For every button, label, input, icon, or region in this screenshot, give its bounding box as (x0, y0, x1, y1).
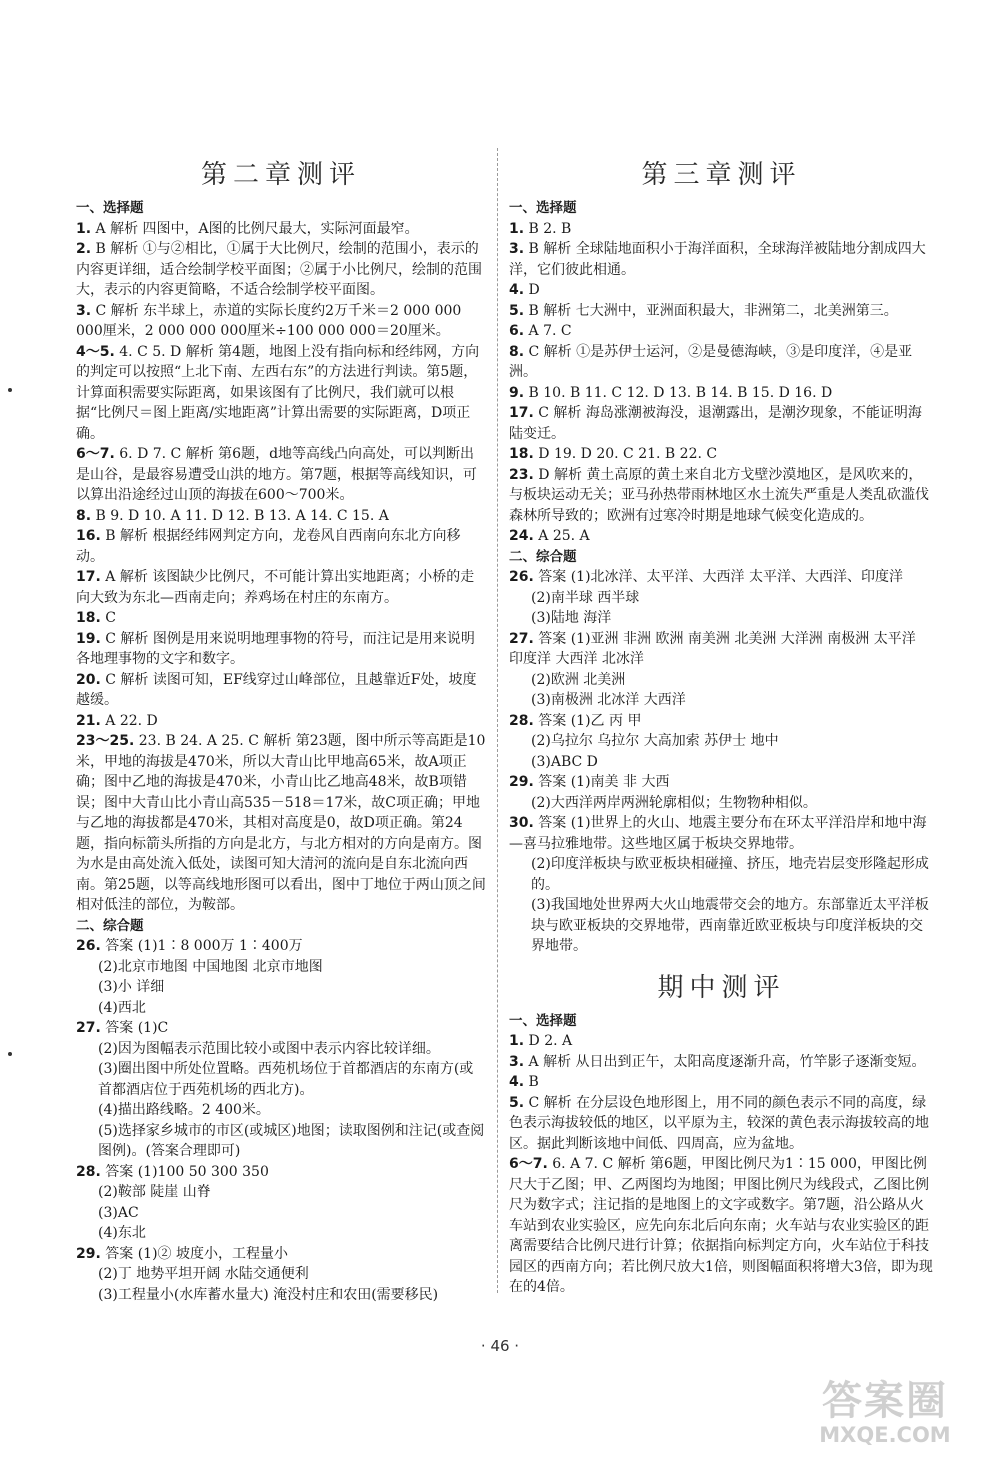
item-text: B 解析 七大洲中，亚洲面积最大，非洲第二，北美洲第三。 (528, 302, 898, 319)
answer-line (76, 998, 486, 1019)
item-text: (3)ABC D (531, 753, 598, 770)
item-text: (4)描出路线略。2 400米。 (98, 1102, 270, 1118)
item-text: (3)南极洲 北冰洋 大西洋 (531, 692, 686, 708)
section-heading: 一、选择题 (509, 200, 577, 216)
item-text: 答案 (1)南美 非 大西 (538, 774, 670, 790)
answer-item (76, 301, 486, 342)
item-text: 答案 (1)C (105, 1020, 169, 1036)
item-number: 6. (509, 323, 525, 339)
item-number: 8. (76, 507, 92, 524)
answer-list (509, 1031, 934, 1298)
item-text: (3)工程量小(水库蓄水量大) 淹没村庄和农田(需要移民) (98, 1286, 439, 1303)
item-text: 答案 (1)100 50 300 350 (105, 1163, 269, 1180)
answer-line (509, 813, 934, 854)
item-text: 答案 (1)② 坡度小，工程量小 (105, 1245, 288, 1262)
item-text: B (528, 1074, 539, 1090)
item-text: (2)丁 地势平坦开阔 水陆交通便利 (98, 1266, 309, 1282)
answer-line (509, 772, 934, 793)
answer-item (76, 239, 486, 301)
item-text: 23. B 24. A 25. C 解析 第23题，图中所示等高距是10米，甲地的海拔是470米，所以大青山比甲地高65米，故A项正确；图中乙地的海拔是470米，小青山比乙地高48米，故B项错误；图中大青山比小青山高535－518＝17米，故C项正确；甲地与乙地的海拔都是470米，其相对高度是0，故D项正确。第24题，指向标箭头所指的方向是北方，与北方相对的方向是南方。图为水是由高处流入低处，读图可知大清河的流向是自东北流向西南。第25题，以等高线地形图可以看出，图中丁地位于两山顶之间相对低洼的部位，为鞍部。 (76, 733, 486, 913)
item-number: 2. (76, 241, 92, 257)
item-number: 3. (509, 241, 525, 257)
answer-item (76, 342, 486, 445)
item-number: 23～25. (76, 733, 135, 749)
answer-line (76, 1121, 486, 1162)
answer-item (509, 465, 934, 527)
item-text: B 10. B 11. C 12. D 13. B 14. B 15. D 16. D (528, 384, 833, 401)
answer-item (509, 403, 934, 444)
item-number: 29. (509, 774, 534, 790)
item-text: A 解析 四图中，A图的比例尺最大，实际河面最窄。 (95, 220, 419, 237)
item-number: 5. (509, 302, 525, 319)
chapter-title: 第二章测评 (200, 160, 361, 190)
item-number: 16. (76, 528, 101, 544)
item-text: 答案 (1)亚洲 非洲 欧洲 南美洲 北美洲 大洋洲 南极洲 太平洋 印度洋 大西洋 北冰洋 (509, 630, 916, 667)
item-number: 4～5. (76, 343, 115, 360)
item-text: 4. C 5. D 解析 第4题，地图上没有指向标和经纬网，方向的判定可以按照“上北下南、左西右东”的方法进行判读。第5题，计算面积需要实际距离，如果该图有了比例尺，我们就可以根据“比例尺＝图上距离/实地距离”计算出需要的实际距离，D项正确。 (76, 343, 480, 442)
answer-line (509, 690, 934, 711)
item-number: 27. (509, 630, 534, 647)
binding-dot (8, 1052, 12, 1056)
item-number: 6～7. (509, 1156, 548, 1172)
item-number: 24. (509, 528, 534, 544)
item-number: 3. (76, 302, 92, 319)
answer-line (509, 567, 934, 588)
item-text: (2)鞍部 陡崖 山脊 (98, 1184, 211, 1200)
answer-item (76, 711, 486, 732)
item-text: (4)东北 (98, 1225, 146, 1241)
item-text: D 解析 黄土高原的黄土来自北方戈壁沙漠地区，是风吹来的，与板块运动无关；亚马孙热带雨林地区水土流失严重是人类乱砍滥伐森林所导致的；欧洲有过寒冷时期是地球气候变化造成的。 (509, 466, 929, 524)
item-number: 28. (76, 1163, 101, 1180)
item-text: (3)我国地处世界两大火山地震带交会的地方。东部靠近太平洋板块与欧亚板块的交界地带，西南靠近欧亚板块与印度洋板块的交界地带。 (531, 897, 929, 954)
answer-item (509, 239, 934, 280)
answer-item (509, 219, 934, 240)
answer-item (76, 629, 486, 670)
item-text: A 25. A (538, 528, 590, 544)
answer-line (76, 957, 486, 978)
binding-dot (8, 388, 12, 392)
item-text: 6. A 7. C 解析 第6题，甲图比例尺为1∶15 000，甲图比例尺大于乙图；甲、乙两图均为地图；甲图比例尺为线段式，乙图比例尺为数字式；注记指的是地图上的文字或数字。第7题，沿公路从火车站到农业实验区，应先向东北后向东南；火车站与农业实验区的距离需要结合比例尺进行计算；依据指向标判定方向，火车站位于科技园区的西南方向；若比例尺放大1倍，则图幅面积将增大3倍，即为现在的4倍。 (509, 1156, 933, 1295)
answer-line (76, 1182, 486, 1203)
item-number: 1. (76, 220, 92, 237)
answer-item (76, 526, 486, 567)
item-text: (2)欧洲 北美洲 (531, 671, 626, 688)
watermark-logo (800, 1379, 970, 1451)
item-text: (4)西北 (98, 999, 146, 1016)
answer-item (509, 444, 934, 465)
item-text: B 解析 ①与②相比，①属于大比例尺，绘制的范围小，表示的内容更详细，适合绘制学校平面图；②属于小比例尺，绘制的范围大，表示的内容更简略，不适合绘制学校平面图。 (76, 241, 482, 298)
answer-item (76, 219, 486, 240)
answer-line (76, 1018, 486, 1039)
item-number: 4. (509, 1074, 525, 1090)
answer-line (509, 793, 934, 814)
item-text: B 解析 全球陆地面积小于海洋面积，全球海洋被陆地分割成四大洋，它们彼此相通。 (509, 241, 926, 278)
answer-list (76, 936, 486, 1305)
section-heading: 一、选择题 (509, 1012, 577, 1029)
answer-line (509, 629, 934, 670)
answer-line (76, 1039, 486, 1060)
answer-line (76, 1162, 486, 1183)
item-number: 17. (76, 569, 101, 585)
answer-item (509, 1154, 934, 1298)
item-text: (2)北京市地图 中国地图 北京市地图 (98, 958, 323, 975)
item-text: C 解析 东半球上，赤道的实际长度约2万千米＝2 000 000 000厘米，2 000 000 000厘米÷100 000 000＝20厘米。 (76, 302, 462, 339)
item-number: 18. (509, 446, 534, 462)
answer-line (509, 895, 934, 957)
item-number: 26. (509, 569, 534, 585)
section-heading: 一、选择题 (76, 200, 144, 216)
answer-line (509, 752, 934, 773)
item-text: A 解析 从日出到正午，太阳高度逐渐升高，竹竿影子逐渐变短。 (528, 1053, 926, 1070)
item-number: 4. (509, 282, 525, 298)
item-number: 19. (76, 630, 101, 647)
item-text: A 22. D (105, 712, 158, 729)
item-text: (3)圈出图中所处位置略。西苑机场位于首都酒店的东南方(或首都酒店位于西苑机场的西北方)。 (98, 1061, 474, 1098)
right-column (509, 158, 934, 1298)
item-text: B 9. D 10. A 11. D 12. B 13. A 14. C 15. A (95, 507, 389, 524)
answer-item (509, 383, 934, 404)
item-number: 26. (76, 938, 101, 954)
answer-line (509, 588, 934, 609)
item-text: D (528, 282, 540, 298)
item-text: (3)AC (98, 1204, 139, 1221)
item-text: 答案 (1)乙 丙 甲 (538, 712, 642, 729)
item-text: 6. D 7. C 解析 第6题，d地等高线凸向高处，可以判断出是山谷，是最容易遭受山洪的地方。第7题，根据等高线知识，可以算出沿途经过山顶的海拔在600～700米。 (76, 446, 477, 503)
item-text: D 19. D 20. C 21. B 22. C (538, 446, 718, 462)
item-text: B 解析 根据经纬网判定方向，龙卷风自西南向东北方向移动。 (76, 528, 461, 565)
item-number: 23. (509, 466, 534, 483)
item-number: 21. (76, 712, 101, 729)
item-text: A 7. C (528, 323, 572, 339)
item-text: C 解析 在分层设色地形图上，用不同的颜色表示不同的高度，绿色表示海拔较低的地区，以平原为主，较深的黄色表示海拔较高的地区。据此判断该地中间低、四周高，应为盆地。 (509, 1094, 929, 1152)
answer-list (76, 219, 486, 916)
answer-line (76, 1203, 486, 1224)
item-text: C 解析 图例是用来说明地理事物的符号，而注记是用来说明各地理事物的文字和数字。 (76, 630, 475, 667)
answer-list (509, 567, 934, 957)
item-text: C (105, 610, 116, 626)
section-heading: 二、综合题 (509, 548, 577, 565)
item-text: (2)因为图幅表示范围比较小或图中表示内容比较详细。 (98, 1040, 440, 1057)
item-text: (3)小 详细 (98, 979, 165, 995)
answer-item (509, 301, 934, 322)
item-number: 3. (509, 1053, 525, 1070)
item-text: A 解析 该图缺少比例尺，不可能计算出实地距离；小桥的走向大致为东北—西南走向；养鸡场在村庄的东南方。 (76, 569, 475, 606)
answer-line (76, 977, 486, 998)
answer-line (76, 1100, 486, 1121)
item-number: 29. (76, 1245, 101, 1262)
answer-item (509, 1072, 934, 1093)
item-text: C 解析 海岛涨潮被海没，退潮露出，是潮汐现象，不能证明海陆变迁。 (509, 405, 922, 442)
answer-line (76, 1285, 486, 1306)
answer-item (509, 342, 934, 383)
answer-line (509, 854, 934, 895)
item-text: (3)陆地 海洋 (531, 610, 612, 626)
answer-item (509, 1052, 934, 1073)
left-column (76, 158, 486, 1305)
page-number: · 46 · (480, 1337, 520, 1355)
column-divider (497, 148, 498, 1293)
item-text: B 2. B (528, 220, 572, 237)
answer-line (76, 1264, 486, 1285)
answer-list (509, 219, 934, 547)
item-number: 27. (76, 1020, 101, 1036)
answer-line (76, 1059, 486, 1100)
chapter-title: 第三章测评 (641, 160, 802, 190)
answer-item (76, 444, 486, 506)
item-number: 1. (509, 220, 525, 237)
item-text: 答案 (1)北冰洋、太平洋、大西洋 太平洋、大西洋、印度洋 (538, 569, 903, 585)
item-text: (2)乌拉尔 乌拉尔 大高加索 苏伊士 地中 (531, 733, 779, 749)
answer-line (509, 731, 934, 752)
answer-item (76, 608, 486, 629)
answer-item (76, 506, 486, 527)
item-number: 6～7. (76, 446, 115, 462)
item-text: (2)大西洋两岸两洲轮廓相似；生物物种相似。 (531, 794, 817, 811)
answer-item (509, 321, 934, 342)
item-number: 9. (509, 384, 525, 401)
item-text: (2)印度洋板块与欧亚板块相碰撞、挤压，地壳岩层变形隆起形成的。 (531, 856, 929, 893)
item-number: 18. (76, 610, 101, 626)
item-text: D 2. A (528, 1033, 573, 1049)
answer-item (509, 1031, 934, 1052)
item-text: C 解析 ①是苏伊士运河，②是曼德海峡，③是印度洋，④是亚洲。 (509, 343, 913, 380)
item-text: C 解析 读图可知，EF线穿过山峰部位，且越靠近F处，坡度越缓。 (76, 671, 477, 708)
item-text: 答案 (1)世界上的火山、地震主要分布在环太平洋沿岸和地中海—喜马拉雅地带。这些地区属于板块交界地带。 (509, 815, 927, 852)
midterm-title: 期中测评 (657, 972, 786, 1003)
item-number: 30. (509, 815, 534, 831)
answer-line (76, 1244, 486, 1265)
item-text: (5)选择家乡城市的市区(或城区)地图；读取图例和注记(或查阅图例)。(答案合理即可) (98, 1122, 485, 1159)
item-number: 28. (509, 712, 534, 729)
answer-line (76, 1223, 486, 1244)
answer-item (76, 731, 486, 916)
answer-item (509, 526, 934, 547)
watermark-url: MXQE.COM (819, 1423, 951, 1447)
item-number: 1. (509, 1033, 525, 1049)
answer-item (509, 1093, 934, 1155)
watermark-text: 答案圈 (822, 1378, 948, 1424)
answer-line (509, 608, 934, 629)
answer-item (509, 280, 934, 301)
answer-line (509, 711, 934, 732)
item-number: 8. (509, 343, 525, 360)
item-number: 5. (509, 1094, 525, 1111)
item-text: (2)南半球 西半球 (531, 589, 640, 606)
answer-line (76, 936, 486, 957)
item-text: 答案 (1)1∶8 000万 1∶400万 (105, 938, 303, 954)
answer-item (76, 567, 486, 608)
item-number: 20. (76, 671, 101, 688)
item-number: 17. (509, 405, 534, 421)
answer-line (509, 670, 934, 691)
section-heading: 二、综合题 (76, 917, 144, 934)
answer-item (76, 670, 486, 711)
